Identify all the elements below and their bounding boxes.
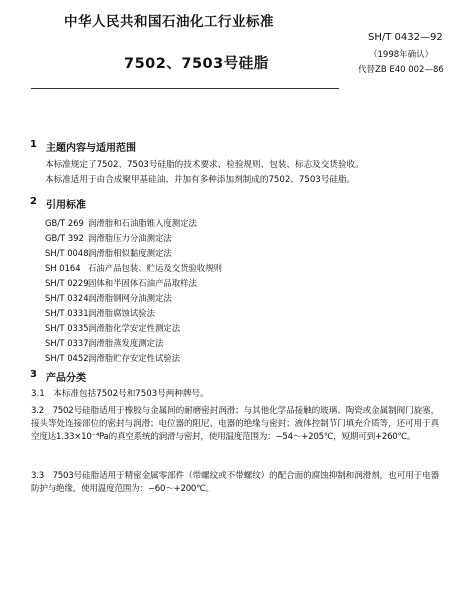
reference-item <box>45 277 197 289</box>
reference-code: SH/T 0331 <box>45 308 89 318</box>
reference-item <box>45 232 172 244</box>
reference-code: GB/T 269 <box>45 218 84 228</box>
reference-title: 润滑脂钢网分油测定法 <box>88 293 172 303</box>
section-1-paragraph: 本标准适用于由合成聚甲基硅油、并加有多种添加剂制成的7502、7503号硅脂。 <box>45 175 356 185</box>
replaces-note: 代替ZB E40 002—86 <box>358 65 444 75</box>
reference-title: 润滑脂腐蚀试验法 <box>88 308 155 318</box>
reference-code: SH/T 0335 <box>45 323 89 333</box>
reference-code: SH/T 0337 <box>45 338 89 348</box>
document-title: 7502、7503号硅脂 <box>124 56 269 72</box>
section-2-title: 引用标准 <box>46 200 86 211</box>
reference-item <box>45 217 197 229</box>
reference-item <box>45 307 155 319</box>
section-2-number: 2 <box>30 196 37 207</box>
clause-3-3: 3.3 7503号硅脂适用于精密金属零部件（带螺纹或不带螺纹）的配合面的腐蚀抑制和润滑剂，也可用于电器防护与绝缘，使用温度范围为：−60～+200℃。 <box>31 471 439 494</box>
reference-item <box>45 262 222 274</box>
reference-item <box>45 322 180 334</box>
section-3-title: 产品分类 <box>46 373 86 384</box>
section-1-title: 主题内容与适用范围 <box>46 143 136 154</box>
reference-title: 润滑脂相似黏度测定法 <box>88 248 172 258</box>
standard-category-header: 中华人民共和国石油化工行业标准 <box>64 14 274 30</box>
reference-code: SH 0164 <box>45 263 81 273</box>
reference-item <box>45 247 172 259</box>
section-3-number: 3 <box>30 369 37 380</box>
reference-item <box>45 352 180 364</box>
reference-code: SH/T 0324 <box>45 293 89 303</box>
title-divider <box>31 88 339 89</box>
clause-3-2: 3.2 7502号硅脂适用于橡胶与金属间的耐磨密封润滑；与其他化学品接触的玻璃、陶瓷或金属制阀门旋塞，接头等处连接部位的密封与润滑；电位器的阻尼、电器的绝缘与密封；液体控制节门填充介质等，还可用于真空度达1.33×10⁻⁴Pa的真空系统的润滑与密封，使用温度范围为：−54～+205℃，短期可到+260℃。 <box>31 406 439 442</box>
section-1-paragraph: 本标准规定了7502、7503号硅脂的技术要求、检验规则、包装、标志及交货验收。 <box>45 160 364 170</box>
reference-title: 润滑脂化学安定性测定法 <box>88 323 181 333</box>
reference-code: SH/T 0229 <box>45 278 89 288</box>
section-1-number: 1 <box>30 139 37 150</box>
reference-code: SH/T 0048 <box>45 248 89 258</box>
confirmation-note: （1998年确认） <box>369 50 434 60</box>
reference-item <box>45 292 172 304</box>
reference-title: 固体和半固体石油产品取样法 <box>88 278 197 288</box>
reference-code: SH/T 0452 <box>45 353 89 363</box>
standard-code: SH/T 0432—92 <box>368 32 443 43</box>
reference-title: 石油产品包装、贮运及交货验收规则 <box>88 263 222 273</box>
reference-title: 润滑脂和石油脂锥入度测定法 <box>88 218 197 228</box>
reference-title: 润滑脂贮存安定性试验法 <box>88 353 181 363</box>
clause-3-1: 3.1 本标准包括7502号和7503号两种牌号。 <box>31 389 209 399</box>
reference-title: 润滑脂压力分油测定法 <box>88 233 172 243</box>
reference-item <box>45 337 163 349</box>
reference-code: GB/T 392 <box>45 233 84 243</box>
reference-title: 润滑脂蒸发度测定法 <box>88 338 164 348</box>
